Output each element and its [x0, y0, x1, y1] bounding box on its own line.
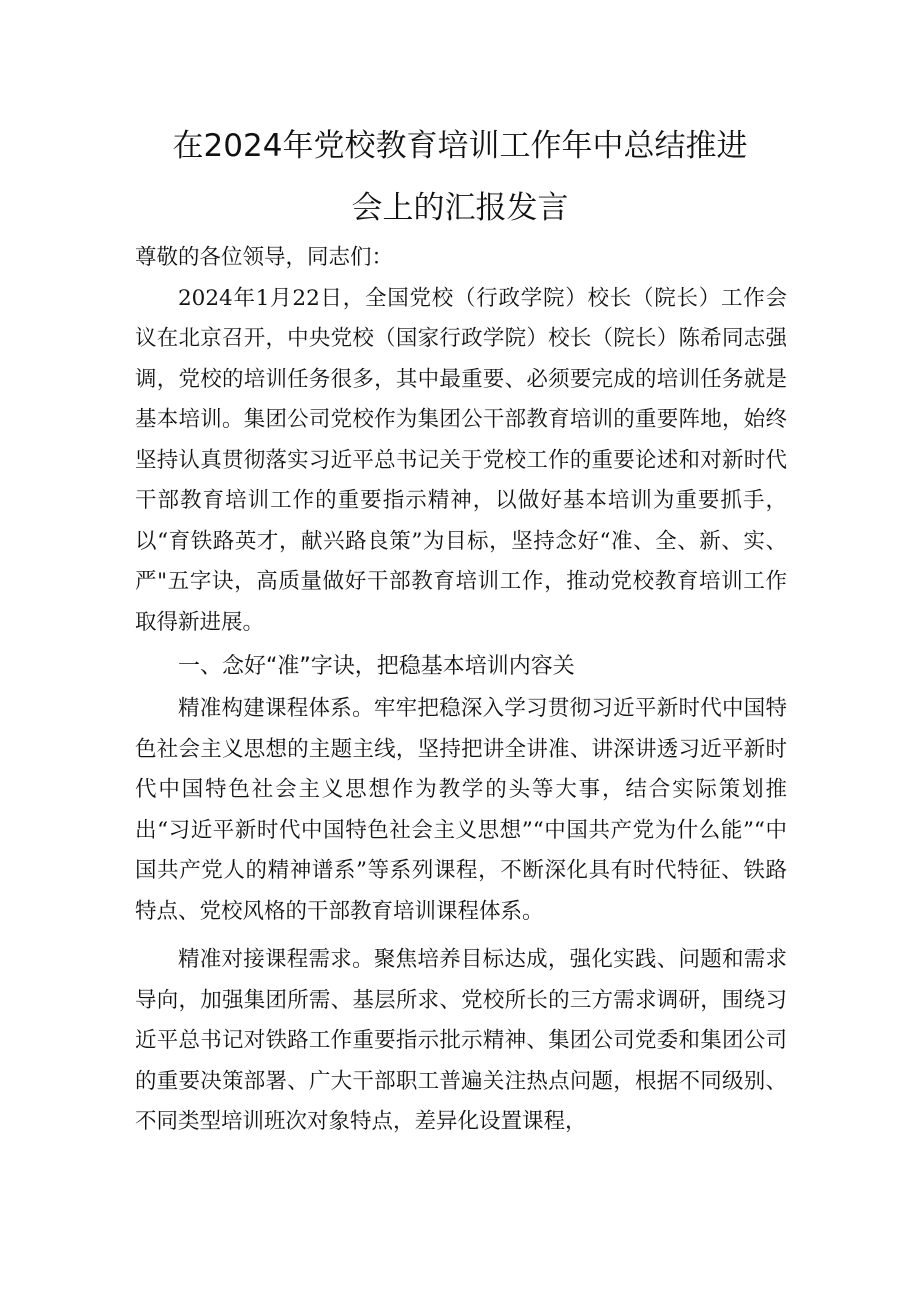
- paragraph-spacer: [135, 932, 787, 940]
- section-heading-1: 一、念好“准”字诀，把稳基本培训内容关: [178, 654, 575, 679]
- document-title-line-2: 会上的汇报发言: [351, 190, 569, 226]
- paragraph-1: 2024年1月22日，全国党校（行政学院）校长（院长）工作会议在北京召开，中央党校（国家行政学院）校长（院长）陈希同志强调，党校的培训任务很多，其中最重要、必须要完成的培训任务就是基本培训。集团公司党校作为集团公干部教育培训的重要阵地，始终坚持认真贯彻落实习近平总书记关于党校工作的重要论述和对新时代干部教育培训工作的重要指示精神，以做好基本培训为重要抓手，以“育铁路英才，献兴路良策”为目标，坚持念好“准、全、新、实、严"五字诀，高质量做好干部教育培训工作，推动党校教育培训工作取得新进展。: [135, 285, 787, 635]
- paragraph-2: 精准构建课程体系。牢牢把稳深入学习贯彻习近平新时代中国特色社会主义思想的主题主线，坚持把讲全讲准、讲深讲透习近平新时代中国特色社会主义思想作为教学的头等大事，结合实际策划推出“习近平新时代中国特色社会主义思想”“中国共产党为什么能”“中国共产党人的精神谱系”等系列课程，不断深化具有时代特征、铁路特点、党校风格的干部教育培训课程体系。: [135, 696, 787, 924]
- document-title-line-1: 在2024年党校教育培训工作年中总结推进: [172, 128, 748, 164]
- paragraph-3: 精准对接课程需求。聚焦培养目标达成，强化实践、问题和需求导向，加强集团所需、基层所求、党校所长的三方需求调研，围绕习近平总书记对铁路工作重要指示批示精神、集团公司党委和集团公司的重要决策部署、广大干部职工普遍关注热点问题，根据不同级别、不同类型培训班次对象特点，差异化设置课程，: [135, 947, 787, 1134]
- document-body: [135, 238, 787, 1143]
- salutation: 尊敬的各位领导，同志们：: [135, 245, 394, 270]
